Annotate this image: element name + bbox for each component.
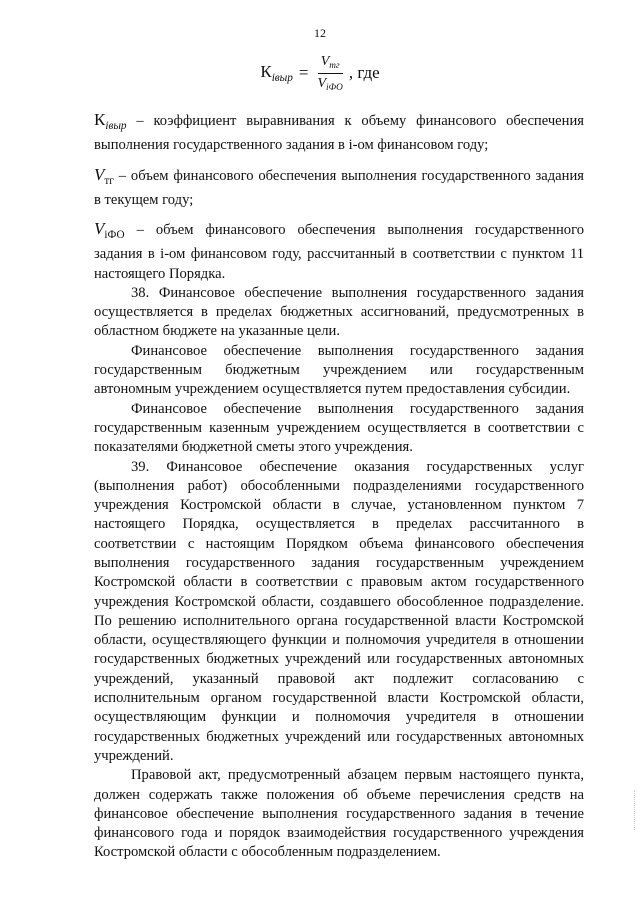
definition-text: – объем финансового обеспечения выполнения государственного задания в i-ом финансовом году, рассчитанный в соответствии с пунктом 11 настоящего Порядка. [94,222,584,282]
definition-symbol [94,219,125,241]
document-body [94,110,584,863]
definition-symbol [94,164,114,187]
formula-lhs-symbol: К [260,62,272,82]
formula-lhs-index: iвыр [271,72,293,85]
definition-symbol [94,110,127,132]
paragraph-39: 39. Финансовое обеспечение оказания государственных услуг (выполнения работ) обособленными подразделениями государственного учреждения Костромской области в случае, установленном пунктом 7 настоящего Порядка, осуществляется в пределах рассчитанного в соответствии с настоящим Порядком объема финансового обеспечения выполнения государственного задания государственным учреждением Костромской области в соответствии с правовым актом государственного учреждения Костромской области, создавшего обособленное подразделение. По решению исполнительного органа государственной власти Костромской области, осуществляющего функции и полномочия учредителя в отношении государственных бюджетных учреждений или государственных автономных учреждений, указанный правовой акт подлежит согласованию с исполнительным органом государственной власти Костромской области, осуществляющим функции и полномочия учредителя в отношении государственных бюджетных учреждений или государственных автономных учреждений. [94,458,584,764]
page-number: 12 [314,26,326,40]
formula-numerator [318,53,343,74]
definition-symbol-main: К [94,110,106,129]
coefficient-formula [0,53,640,94]
definition-text: – коэффициент выравнивания к объему финансового обеспечения выполнения государственного задания в i-ом финансовом году; [94,113,584,154]
paragraph-legal-act: Правовой акт, предусмотренный абзацем первым настоящего пункта, должен содержать также положения об объеме перечисления средств на финансовое обеспечение выполнения государственного задания в течение финансового года и порядок взаимодействия государственного учреждения Костромской области с обособленным подразделением. [94,767,584,861]
definition-symbol-index: iвыр [105,119,127,132]
denominator-symbol: V [317,75,327,91]
formula-equals: = [298,63,309,83]
scan-margin-mark [634,790,638,830]
definition-current-volume [94,165,584,211]
definition-symbol-index: iФО [104,228,125,241]
definition-symbol-main: V [94,219,105,239]
paragraph-budget-institution: Финансовое обеспечение выполнения государственного задания государственным бюджетным учреждением или государственным автономным учреждением осуществляется путем предоставления субсидии. [94,342,584,398]
paragraph-38: 38. Финансовое обеспечение выполнения государственного задания осуществляется в пределах бюджетных ассигнований, предусмотренных в областном бюджете на указанные цели. [94,284,584,340]
numerator-symbol: V [320,54,330,69]
formula-denominator [314,74,345,94]
definition-coefficient [94,110,584,156]
denominator-index: iФО [326,81,343,92]
formula-suffix: , где [348,63,380,83]
formula-fraction [314,53,345,94]
numerator-index: тг [329,60,340,71]
paragraph-treasury-institution: Финансовое обеспечение выполнения государственного задания государственным казенным учреждением осуществляется в соответствии с показателями бюджетной сметы этого учреждения. [94,400,584,456]
definition-symbol-index: тг [104,174,114,187]
definition-financial-year-volume [94,219,584,284]
definition-symbol-main: V [94,164,105,184]
formula-lhs [260,62,293,84]
definition-text: – объем финансового обеспечения выполнения государственного задания в текущем году; [94,167,584,208]
